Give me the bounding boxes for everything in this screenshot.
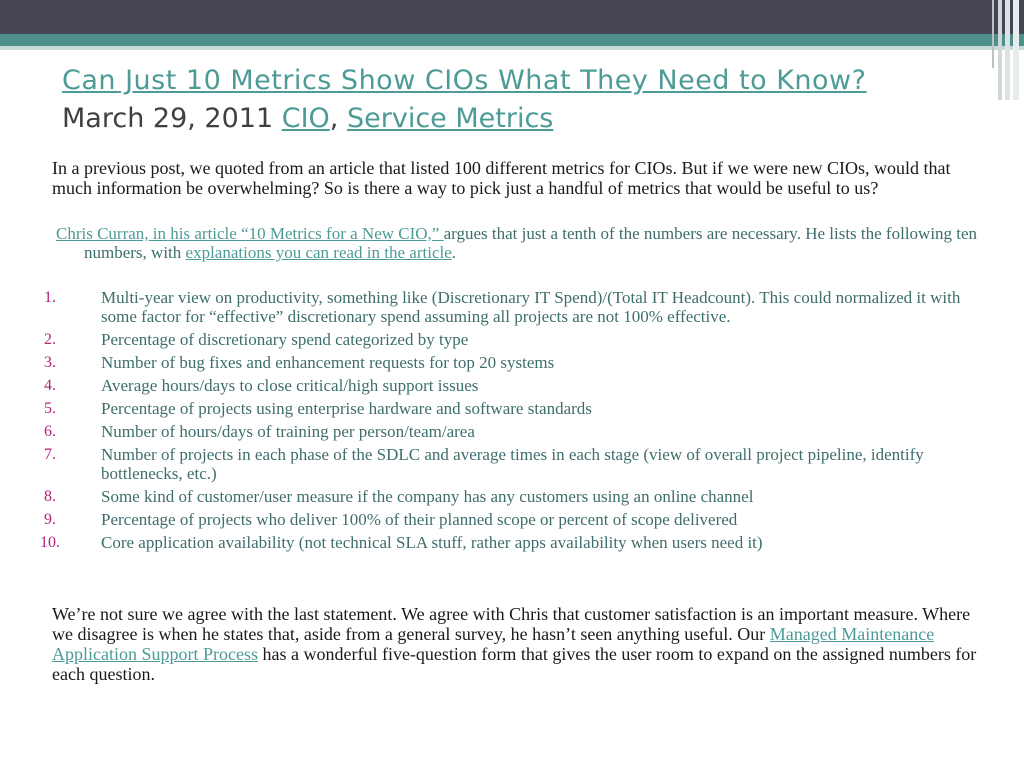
list-item-text: Multi-year view on productivity, something like (Discretionary IT Spend)/(Total IT Headcount). This could normalized it with some factor for “effective” discretionary spend assuming all projects are not 100% effective. <box>101 288 961 326</box>
list-item <box>0 510 981 529</box>
list-number: 8. <box>44 488 56 505</box>
explanations-link[interactable]: explanations you can read in the article <box>185 243 452 262</box>
list-item <box>0 445 981 483</box>
list-item <box>0 288 981 326</box>
list-number: 4. <box>44 377 56 394</box>
category-link-service-metrics[interactable]: Service Metrics <box>346 103 554 134</box>
post-date: March 29, 2011 <box>62 103 274 134</box>
curran-period: . <box>451 243 457 262</box>
accent-bar <box>0 34 1024 46</box>
list-number: 10. <box>40 534 60 551</box>
list-item-text: Percentage of projects who deliver 100% of their planned scope or percent of scope delivered <box>101 510 738 529</box>
list-item-text: Average hours/days to close critical/high support issues <box>101 376 479 395</box>
top-bar <box>0 0 1024 34</box>
list-item-text: Some kind of customer/user measure if the company has any customers using an online channel <box>101 487 754 506</box>
closing-text-end: has a wonderful five-question form that gives the user room to expand on the assigned numbers for each question. <box>52 644 977 684</box>
closing-text: We’re not sure we agree with the last statement. We agree with Chris that customer satisfaction is an important measure. Where we disagree is when he states that, aside from a general survey, he hasn’t seen anything useful. Our <box>52 604 971 644</box>
list-number: 5. <box>44 400 56 417</box>
curran-text: argues that just a tenth of the numbers are necessary. He lists the following ten numbers, with <box>84 224 978 262</box>
list-item <box>0 399 981 418</box>
list-item <box>0 487 981 506</box>
title-block <box>62 62 962 138</box>
list-item <box>0 353 981 372</box>
list-item <box>0 330 981 349</box>
list-item-text: Percentage of discretionary spend categorized by type <box>101 330 469 349</box>
edge-stripes-decoration <box>988 0 1024 100</box>
curran-article-link[interactable]: Chris Curran, in his article “10 Metrics for a New CIO,” <box>56 224 444 243</box>
list-number: 1. <box>44 289 56 306</box>
accent-bar-light <box>0 46 1024 50</box>
list-item-text: Number of hours/days of training per person/team/area <box>101 422 475 441</box>
list-item-text: Percentage of projects using enterprise hardware and software standards <box>101 399 592 418</box>
post-meta <box>62 100 962 138</box>
list-number: 7. <box>44 446 56 463</box>
category-link-cio[interactable]: CIO <box>281 103 330 134</box>
list-item-text: Number of projects in each phase of the SDLC and average times in each stage (view of overall project pipeline, identify bottlenecks, etc.) <box>101 445 924 483</box>
curran-paragraph <box>56 224 984 262</box>
list-number: 3. <box>44 354 56 371</box>
metrics-list <box>0 288 1000 556</box>
list-item <box>0 533 981 552</box>
list-number: 6. <box>44 423 56 440</box>
intro-paragraph: In a previous post, we quoted from an article that listed 100 different metrics for CIOs. But if we were new CIOs, would that much information be overwhelming? So is there a way to pick just a handful of metrics that would be useful to us? <box>52 158 951 198</box>
managed-maintenance-link[interactable]: Managed Maintenance Application Support Process <box>52 624 935 664</box>
closing-paragraph <box>52 604 992 684</box>
list-number: 2. <box>44 331 56 348</box>
list-item <box>0 376 981 395</box>
list-item-text: Core application availability (not technical SLA stuff, rather apps availability when users need it) <box>101 533 763 552</box>
list-item-text: Number of bug fixes and enhancement requests for top 20 systems <box>101 353 555 372</box>
list-item <box>0 422 981 441</box>
category-separator: , <box>329 103 339 134</box>
post-title-link[interactable]: Can Just 10 Metrics Show CIOs What They Need to Know? <box>62 65 867 96</box>
list-number: 9. <box>44 511 56 528</box>
